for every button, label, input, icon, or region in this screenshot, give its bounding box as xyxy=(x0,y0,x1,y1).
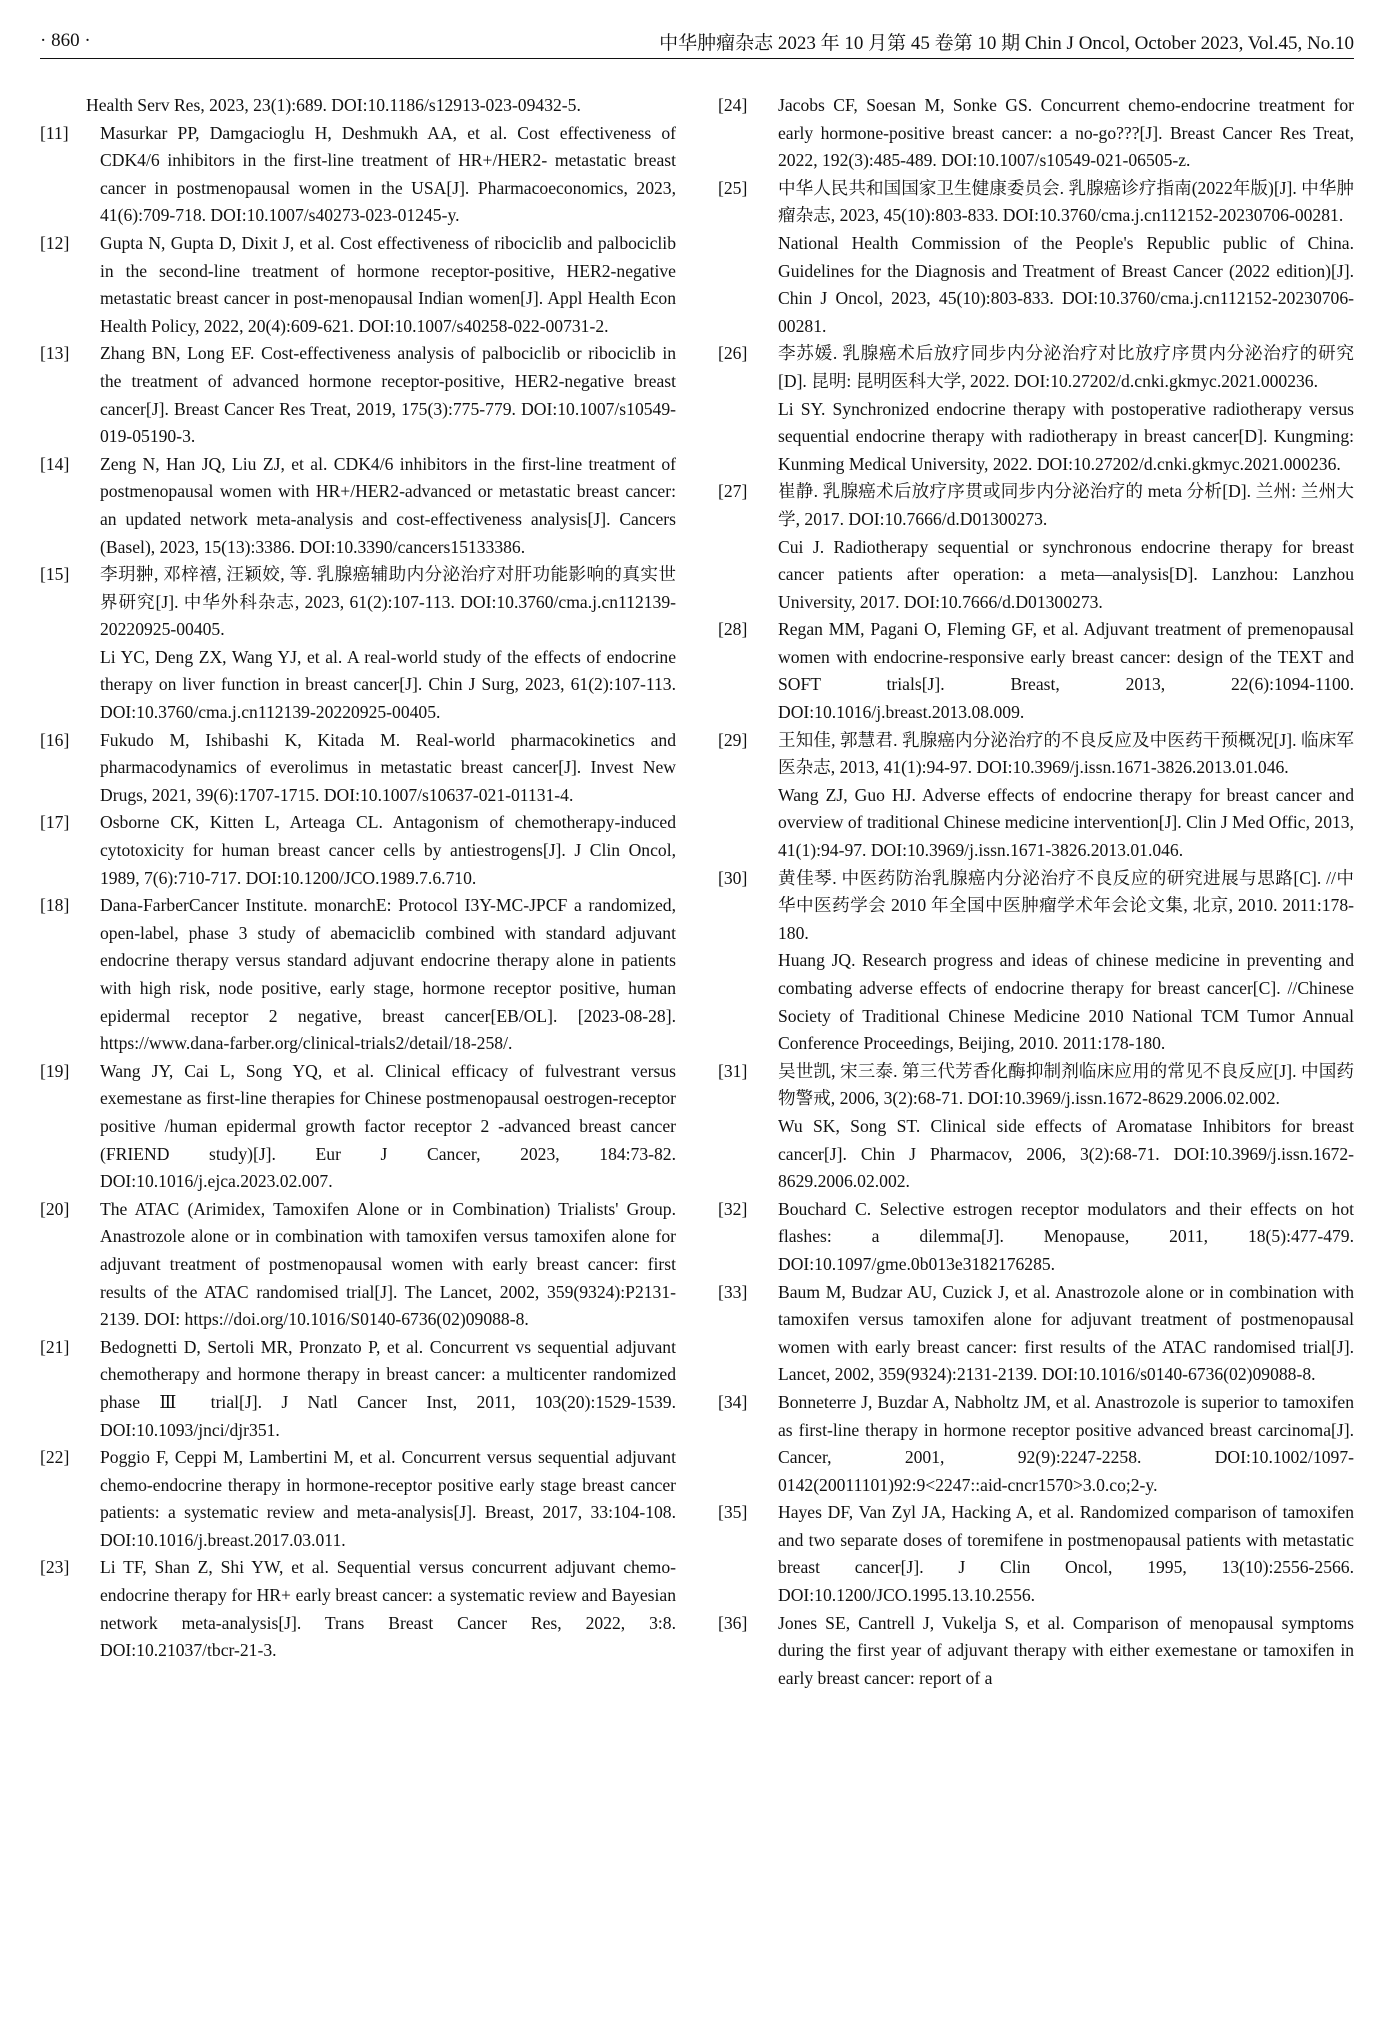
reference-number: [18] xyxy=(40,895,70,916)
reference-number: [24] xyxy=(718,95,748,115)
reference-number: [22] xyxy=(40,1447,70,1468)
reference-item xyxy=(718,92,1354,175)
reference-text: 吴世凯, 宋三泰. 第三代芳香化酶抑制剂临床应用的常见不良反应[J]. 中国药物警戒, 2006, 3(2):68-71. DOI:10.3969/j.issn.1672-8629.2006.02.002. xyxy=(778,1060,1354,1109)
reference-item xyxy=(718,1279,1354,1389)
reference-item xyxy=(40,1334,676,1444)
left-column xyxy=(40,92,676,1665)
reference-text: Bouchard C. Selective estrogen receptor modulators and their effects on hot flashes: a dilemma[J]. Menopause, 2011, 18(5):477-479. DOI:10.1097/gme.0b013e3182176285. xyxy=(778,1198,1354,1274)
reference-text: Gupta N, Gupta D, Dixit J, et al. Cost effectiveness of ribociclib and palbociclib in the second-line treatment of hormone receptor-positive, HER2-negative metastatic breast cancer in post-menopausal Indian women[J]. Appl Health Econ Health Policy, 2022, 20(4):609-621. DOI:10.1007/s40258-022-00731-2. xyxy=(100,232,676,336)
reference-text: Zeng N, Han JQ, Liu ZJ, et al. CDK4/6 inhibitors in the first-line treatment of postmenopausal women with HR+/HER2-advanced or metastatic breast cancer: an updated network meta-analysis and cost-effectiveness analysis[J]. Cancers (Basel), 2023, 15(13):3386. DOI:10.3390/cancers15133386. xyxy=(100,453,676,557)
reference-number: [14] xyxy=(40,453,70,474)
reference-number: [23] xyxy=(40,1557,70,1578)
reference-item xyxy=(718,1058,1354,1196)
reference-number: [12] xyxy=(40,232,70,253)
page-number: · 860 · xyxy=(40,30,91,51)
reference-number: [21] xyxy=(40,1336,70,1357)
reference-number: [16] xyxy=(40,729,70,750)
reference-item xyxy=(40,1554,676,1664)
reference-translation: Wang ZJ, Guo HJ. Adverse effects of endocrine therapy for breast cancer and overview of traditional Chinese medicine intervention[J]. Clin J Med Offic, 2013, 41(1):94-97. DOI:10.3969/j.issn.1671-3826.2013.01.046. xyxy=(778,784,1354,861)
reference-item xyxy=(718,478,1354,616)
reference-item xyxy=(718,175,1354,341)
reference-item xyxy=(718,1196,1354,1279)
reference-item xyxy=(40,809,676,892)
reference-item xyxy=(40,230,676,340)
reference-number: [25] xyxy=(718,177,748,198)
reference-text: Bonneterre J, Buzdar A, Nabholtz JM, et al. Anastrozole is superior to tamoxifen as first-line therapy in hormone receptor positive advanced breast carcinoma[J]. Cancer, 2001, 92(9):2247-2258. DOI:10.1002/1097-0142(20011101)92:9<2247::aid-cncr1570>3.0.co;2-y. xyxy=(778,1391,1354,1495)
reference-text: 崔静. 乳腺癌术后放疗序贯或同步内分泌治疗的 meta 分析[D]. 兰州: 兰州大学, 2017. DOI:10.7666/d.D01300273. xyxy=(778,481,1354,529)
reference-translation: Li SY. Synchronized endocrine therapy with postoperative radiotherapy versus sequential endocrine therapy with radiotherapy in breast cancer[D]. Kungming: Kunming Medical University, 2022. DOI:10.27202/d.cnki.gkmyc.2021.000236. xyxy=(778,398,1354,474)
reference-item xyxy=(40,1058,676,1196)
reference-number: [29] xyxy=(718,729,748,750)
reference-text: 中华人民共和国国家卫生健康委员会. 乳腺癌诊疗指南(2022年版)[J]. 中华肿瘤杂志, 2023, 45(10):803-833. DOI:10.3760/cma.j.cn112152-20230706-00281. xyxy=(778,177,1354,226)
reference-number: [28] xyxy=(718,619,748,640)
reference-number: [20] xyxy=(40,1198,70,1219)
reference-text: Osborne CK, Kitten L, Arteaga CL. Antagonism of chemotherapy-induced cytotoxicity for human breast cancer cells by antiestrogens[J]. J Clin Oncol, 1989, 7(6):710-717. DOI:10.1200/JCO.1989.7.6.710. xyxy=(100,812,676,888)
reference-translation: Li YC, Deng ZX, Wang YJ, et al. A real-world study of the effects of endocrine therapy on liver function in breast cancer[J]. Chin J Surg, 2023, 61(2):107-113. DOI:10.3760/cma.j.cn112139-20220925-00405. xyxy=(100,646,676,723)
reference-number: [35] xyxy=(718,1502,748,1523)
reference-translation: National Health Commission of the People's Republic public of China. Guidelines for the Diagnosis and Treatment of Breast Cancer (2022 edition)[J]. Chin J Oncol, 2023, 45(10):803-833. DOI:10.3760/cma.j.cn112152-20230706-00281. xyxy=(778,232,1354,336)
reference-item xyxy=(40,727,676,810)
reference-number: [15] xyxy=(40,564,70,585)
reference-item xyxy=(40,451,676,561)
reference-item xyxy=(718,727,1354,865)
reference-text: Dana-FarberCancer Institute. monarchE: Protocol I3Y-MC-JPCF a randomized, open-label, phase 3 study of abemaciclib combined with standard adjuvant endocrine therapy versus standard adjuvant endocrine therapy alone in patients with high risk, node positive, early stage, hormone receptor positive, human epidermal receptor 2 negative, breast cancer[EB/OL]. [2023-08-28]. https://www.dana-farber.org/clinical-trials2/detail/18-258/. xyxy=(100,895,676,1054)
reference-number: [17] xyxy=(40,812,70,833)
reference-translation: Huang JQ. Research progress and ideas of chinese medicine in preventing and combating adverse effects of endocrine therapy for breast cancer[C]. //Chinese Society of Traditional Chinese Medicine 2010 National TCM Tumor Annual Conference Proceedings, Beijing, 2010. 2011:178-180. xyxy=(778,950,1354,1054)
reference-item xyxy=(718,1389,1354,1499)
reference-text: 王知佳, 郭慧君. 乳腺癌内分泌治疗的不良反应及中医药干预概况[J]. 临床军医杂志, 2013, 41(1):94-97. DOI:10.3969/j.issn.1671-3826.2013.01.046. xyxy=(778,729,1354,778)
reference-text: 李苏媛. 乳腺癌术后放疗同步内分泌治疗对比放疗序贯内分泌治疗的研究[D]. 昆明: 昆明医科大学, 2022. DOI:10.27202/d.cnki.gkmyc.2021.000236. xyxy=(778,343,1354,391)
reference-item xyxy=(718,340,1354,478)
reference-text: 黄佳琴. 中医药防治乳腺癌内分泌治疗不良反应的研究进展与思路[C]. //中华中医药学会 2010 年全国中医肿瘤学术年会论文集, 北京, 2010. 2011:178-180. xyxy=(778,867,1354,943)
reference-item xyxy=(40,1196,676,1334)
header-rule xyxy=(40,58,1354,59)
reference-text: Jacobs CF, Soesan M, Sonke GS. Concurrent chemo-endocrine treatment for early hormone-positive breast cancer: a no-go???[J]. Breast Cancer Res Treat, 2022, 192(3):485-489. DOI:10.1007/s10549-021-06505-z. xyxy=(778,95,1354,171)
reference-item xyxy=(718,616,1354,726)
reference-number: [32] xyxy=(718,1198,748,1219)
reference-number: [13] xyxy=(40,343,70,364)
reference-item xyxy=(718,865,1354,1058)
reference-text: 李玥翀, 邓梓禧, 汪颖姣, 等. 乳腺癌辅助内分泌治疗对肝功能影响的真实世界研究[J]. 中华外科杂志, 2023, 61(2):107-113. DOI:10.3760/cma.j.cn112139-20220925-00405. xyxy=(100,564,676,640)
right-column xyxy=(718,92,1354,1692)
reference-item xyxy=(40,1444,676,1554)
reference-number: [31] xyxy=(718,1060,748,1081)
reference-number: [26] xyxy=(718,343,748,364)
reference-text: Fukudo M, Ishibashi K, Kitada M. Real-world pharmacokinetics and pharmacodynamics of everolimus in metastatic breast cancer[J]. Invest New Drugs, 2021, 39(6):1707-1715. DOI:10.1007/s10637-021-01131-4. xyxy=(100,729,676,805)
journal-info: 中华肿瘤杂志 2023 年 10 月第 45 卷第 10 期 Chin J Oncol, October 2023, Vol.45, No.10 xyxy=(659,32,1354,54)
reference-number: [19] xyxy=(40,1060,70,1081)
reference-item xyxy=(40,892,676,1058)
reference-text: Bedognetti D, Sertoli MR, Pronzato P, et al. Concurrent vs sequential adjuvant chemotherapy and hormone therapy in breast cancer: a multicenter randomized phase Ⅲ trial[J]. J Natl Cancer Inst, 2011, 103(20):1529-1539. DOI:10.1093/jnci/djr351. xyxy=(100,1336,676,1440)
reference-text: Jones SE, Cantrell J, Vukelja S, et al. Comparison of menopausal symptoms during the first year of adjuvant therapy with either exemestane or tamoxifen in early breast cancer: report of a xyxy=(778,1612,1354,1688)
reference-text: Wang JY, Cai L, Song YQ, et al. Clinical efficacy of fulvestrant versus exemestane as first-line therapies for Chinese postmenopausal oestrogen-receptor positive /human epidermal growth factor receptor 2 -advanced breast cancer (FRIEND study)[J]. Eur J Cancer, 2023, 184:73-82. DOI:10.1016/j.ejca.2023.02.007. xyxy=(100,1060,676,1192)
reference-text: Masurkar PP, Damgacioglu H, Deshmukh AA, et al. Cost effectiveness of CDK4/6 inhibitors in the first-line treatment of HR+/HER2- metastatic breast cancer in postmenopausal women in the USA[J]. Pharmacoeconomics, 2023, 41(6):709-718. DOI:10.1007/s40273-023-01245-y. xyxy=(100,122,676,226)
reference-text: Li TF, Shan Z, Shi YW, et al. Sequential versus concurrent adjuvant chemo-endocrine therapy for HR+ early breast cancer: a systematic review and Bayesian network meta-analysis[J]. Trans Breast Cancer Res, 2022, 3:8. DOI:10.21037/tbcr-21-3. xyxy=(100,1557,676,1661)
reference-number: [34] xyxy=(718,1391,748,1412)
reference-number: [30] xyxy=(718,867,748,888)
running-header xyxy=(40,26,1354,56)
reference-text: Hayes DF, Van Zyl JA, Hacking A, et al. Randomized comparison of tamoxifen and two separate doses of toremifene in postmenopausal patients with metastatic breast cancer[J]. J Clin Oncol, 1995, 13(10):2556-2566. DOI:10.1200/JCO.1995.13.10.2556. xyxy=(778,1502,1354,1606)
reference-text: The ATAC (Arimidex, Tamoxifen Alone or in Combination) Trialists' Group. Anastrozole alone or in combination with tamoxifen versus tamoxifen alone for adjuvant treatment of postmenopausal women with early breast cancer: first results of the ATAC randomised trial[J]. The Lancet, 2002, 359(9324):P2131-2139. DOI: https://doi.org/10.1016/S0140-6736(02)09088-8. xyxy=(100,1198,676,1330)
reference-text: Regan MM, Pagani O, Fleming GF, et al. Adjuvant treatment of premenopausal women with endocrine-responsive early breast cancer: design of the TEXT and SOFT trials[J]. Breast, 2013, 22(6):1094-1100. DOI:10.1016/j.breast.2013.08.009. xyxy=(778,619,1354,723)
reference-continuation-text: Health Serv Res, 2023, 23(1):689. DOI:10.1186/s12913-023-09432-5. xyxy=(86,95,581,115)
reference-item xyxy=(718,1610,1354,1693)
reference-text: Zhang BN, Long EF. Cost-effectiveness analysis of palbociclib or ribociclib in the treatment of advanced hormone receptor-positive, HER2-negative breast cancer[J]. Breast Cancer Res Treat, 2019, 175(3):775-779. DOI:10.1007/s10549-019-05190-3. xyxy=(100,343,676,447)
reference-item xyxy=(40,561,676,727)
reference-item xyxy=(40,340,676,450)
reference-number: [36] xyxy=(718,1612,748,1633)
reference-text: Baum M, Budzar AU, Cuzick J, et al. Anastrozole alone or in combination with tamoxifen versus tamoxifen alone for adjuvant treatment of postmenopausal women with early breast cancer: first results of the ATAC randomised trial[J]. Lancet, 2002, 359(9324):2131-2139. DOI:10.1016/s0140-6736(02)09088-8. xyxy=(778,1281,1354,1385)
reference-translation: Wu SK, Song ST. Clinical side effects of Aromatase Inhibitors for breast cancer[J]. Chin J Pharmacov, 2006, 3(2):68-71. DOI:10.3969/j.issn.1672-8629.2006.02.002. xyxy=(778,1115,1354,1192)
reference-item xyxy=(40,120,676,230)
reference-translation: Cui J. Radiotherapy sequential or synchronous endocrine therapy for breast cancer patients after operation: a meta—analysis[D]. Lanzhou: Lanzhou University, 2017. DOI:10.7666/d.D01300273. xyxy=(778,536,1354,612)
reference-text: Poggio F, Ceppi M, Lambertini M, et al. Concurrent versus sequential adjuvant chemo-endocrine therapy in hormone-receptor positive early stage breast cancer patients: a systematic review and meta-analysis[J]. Breast, 2017, 33:104-108. DOI:10.1016/j.breast.2017.03.011. xyxy=(100,1447,676,1550)
reference-number: [27] xyxy=(718,481,748,502)
reference-continuation xyxy=(40,92,676,120)
reference-item xyxy=(718,1499,1354,1609)
reference-number: [33] xyxy=(718,1281,748,1302)
reference-number: [11] xyxy=(40,122,69,143)
